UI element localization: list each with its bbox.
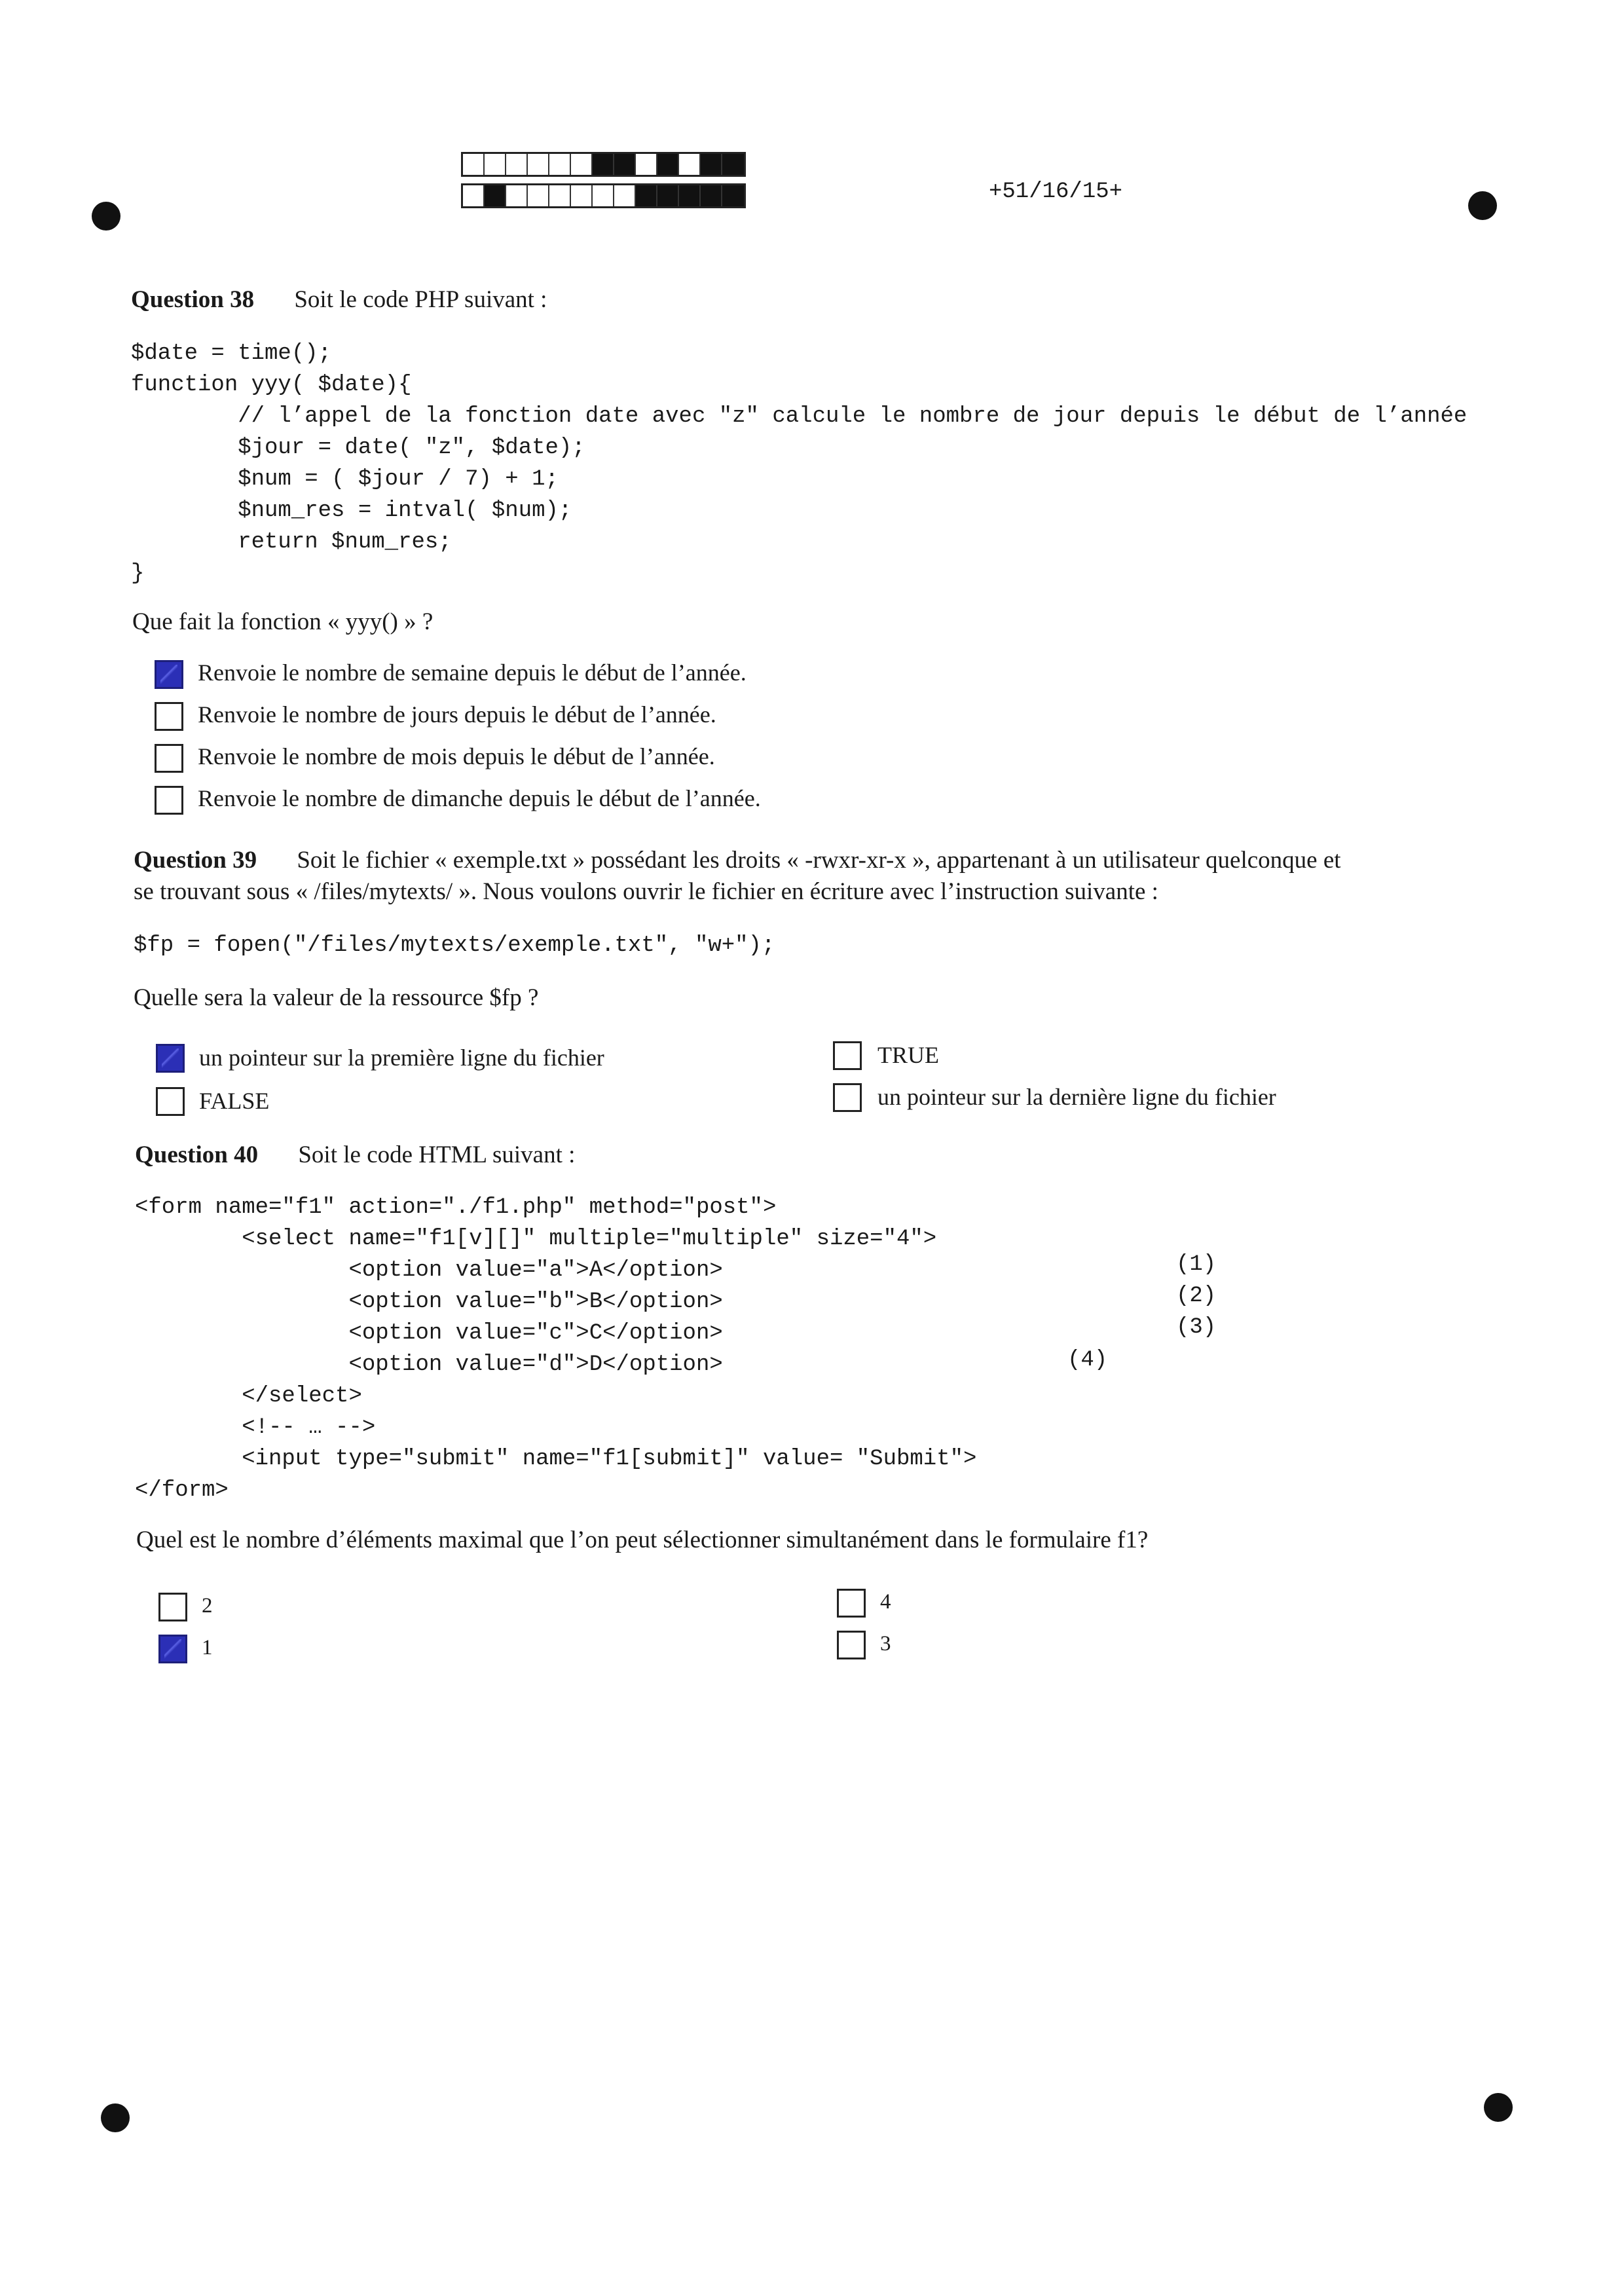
question-38-prompt: Que fait la fonction « yyy() » ? bbox=[132, 608, 434, 635]
q38-answer-1-label: Renvoie le nombre de semaine depuis le début de l’année. bbox=[198, 659, 747, 686]
q39-answer-3-label: TRUE bbox=[877, 1042, 939, 1068]
q39-answer-4-checkbox[interactable] bbox=[833, 1083, 862, 1112]
registration-dot-bottom-left bbox=[101, 2103, 130, 2132]
question-40-code: <form name="f1" action="./f1.php" method="post"> <select name="f1[v][]" multiple="multiple" size="4"> <option value="a">A</option> <option value="b">B</option> <option value="c">C</option> <option value="d">D</option> </select> <!-- … --> <input type="submit" name="f1[submit]" value= "Submit"> </form> bbox=[135, 1195, 977, 1503]
page-id: +51/16/15+ bbox=[989, 179, 1123, 204]
question-39-intro-line2: se trouvant sous « /files/mytexts/ ». Nous voulons ouvrir le fichier en écriture avec l’instruction suivante : bbox=[134, 878, 1158, 905]
q38-answer-4-label: Renvoie le nombre de dimanche depuis le début de l’année. bbox=[198, 785, 761, 811]
q40-answer-3-label: 4 bbox=[880, 1590, 891, 1614]
q40-answer-1-label: 2 bbox=[202, 1594, 213, 1618]
question-40-label: Question 40 bbox=[135, 1141, 259, 1168]
question-40-prompt: Quel est le nombre d’éléments maximal que l’on peut sélectionner simultanément dans le formulaire f1? bbox=[136, 1527, 1149, 1553]
q38-answer-2-checkbox[interactable] bbox=[155, 702, 183, 731]
question-39-prompt: Quelle sera la valeur de la ressource $fp ? bbox=[134, 984, 539, 1011]
question-40-header bbox=[135, 1141, 575, 1169]
question-39-intro-line1: Soit le fichier « exemple.txt » possédant les droits « -rwxr-xr-x », appartenant à un utilisateur quelconque et bbox=[297, 847, 1341, 874]
q39-answer-1-checkbox[interactable] bbox=[156, 1044, 185, 1073]
q38-answer-1-checkbox[interactable] bbox=[155, 660, 183, 689]
question-38-header bbox=[131, 286, 547, 314]
q38-answer-3-checkbox[interactable] bbox=[155, 744, 183, 773]
q39-answer-3-checkbox[interactable] bbox=[833, 1041, 862, 1070]
q40-answer-2-label: 1 bbox=[202, 1636, 213, 1659]
registration-dot-top-left bbox=[92, 202, 120, 231]
registration-dot-bottom-right bbox=[1484, 2093, 1513, 2122]
question-38-label: Question 38 bbox=[131, 286, 255, 313]
marker-4: (4) bbox=[1067, 1348, 1108, 1373]
question-38-code: $date = time(); function yyy( $date){ // l’appel de la fonction date avec "z" calcule le nombre de jour depuis le début de l’année $jour = date( "z", $date); $num = ( $jour / 7) + 1; $num_res = intval( $num); return $num_res; } bbox=[131, 341, 1467, 586]
q39-answer-2-checkbox[interactable] bbox=[156, 1087, 185, 1116]
q40-answer-3-checkbox[interactable] bbox=[837, 1589, 866, 1618]
q40-answer-2-checkbox[interactable] bbox=[158, 1635, 187, 1663]
q40-answer-4-checkbox[interactable] bbox=[837, 1631, 866, 1659]
barcode-row-2 bbox=[461, 183, 746, 208]
q40-answer-1-checkbox[interactable] bbox=[158, 1593, 187, 1621]
q39-answer-2-label: FALSE bbox=[199, 1088, 270, 1114]
q38-answer-2-label: Renvoie le nombre de jours depuis le début de l’année. bbox=[198, 701, 716, 728]
marker-1: (1) bbox=[1176, 1252, 1217, 1277]
q38-answer-4-checkbox[interactable] bbox=[155, 786, 183, 815]
q39-answer-4-label: un pointeur sur la dernière ligne du fichier bbox=[877, 1084, 1276, 1110]
question-40-intro: Soit le code HTML suivant : bbox=[298, 1141, 576, 1168]
question-39-header bbox=[134, 846, 1341, 874]
question-39-label: Question 39 bbox=[134, 847, 257, 874]
barcode-row-1 bbox=[461, 152, 746, 177]
question-38-intro: Soit le code PHP suivant : bbox=[294, 286, 547, 313]
q39-answer-1-label: un pointeur sur la première ligne du fichier bbox=[199, 1045, 604, 1071]
marker-2: (2) bbox=[1176, 1284, 1217, 1308]
q38-answer-3-label: Renvoie le nombre de mois depuis le début de l’année. bbox=[198, 743, 715, 769]
marker-3: (3) bbox=[1176, 1315, 1217, 1340]
registration-dot-top-right bbox=[1468, 191, 1497, 220]
q40-answer-4-label: 3 bbox=[880, 1632, 891, 1656]
question-39-code: $fp = fopen("/files/mytexts/exemple.txt", "w+"); bbox=[134, 933, 775, 958]
